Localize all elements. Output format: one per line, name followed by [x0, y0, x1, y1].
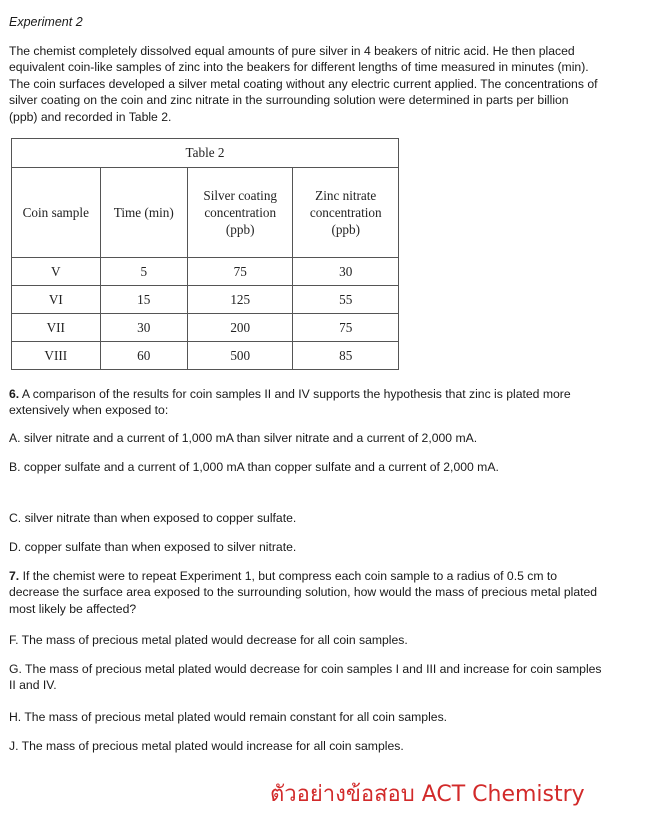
cell-coin-sample: VII: [12, 314, 101, 342]
header-time: Time (min): [100, 168, 187, 258]
table-caption: Table 2: [12, 139, 399, 168]
experiment-title: Experiment 2: [9, 15, 83, 29]
cell-silver: 125: [187, 286, 293, 314]
table-row: [12, 286, 399, 314]
cell-time: 60: [100, 342, 187, 370]
question-7-text: If the chemist were to repeat Experiment 1, but compress each coin sample to a radius of 0.5 cm to decrease the surface area exposed to the surrounding solution, how would the mass of precious metal plated most likely be affected?: [9, 569, 598, 616]
watermark-text: ตัวอย่างข้อสอบ ACT Chemistry: [270, 782, 585, 807]
question-7: [9, 568, 609, 617]
intro-paragraph: The chemist completely dissolved equal amounts of pure silver in 4 beakers of nitric acid. He then placed equivalent coin-like samples of zinc into the beakers for different lengths of time measured in minutes (min). The coin surfaces developed a silver metal coating without any electric current applied. The concentrations of silver coating on the coin and zinc nitrate in the surrounding solution were determined in parts per billion (ppb) and recorded in Table 2.: [9, 44, 598, 124]
option-c: C. silver nitrate than when exposed to copper sulfate.: [9, 511, 297, 525]
cell-coin-sample: VI: [12, 286, 101, 314]
option-d: D. copper sulfate than when exposed to silver nitrate.: [9, 540, 297, 554]
cell-coin-sample: VIII: [12, 342, 101, 370]
table-row: [12, 342, 399, 370]
cell-silver: 200: [187, 314, 293, 342]
table-row: [12, 314, 399, 342]
header-silver-coating: Silver coating concentration (ppb): [187, 168, 293, 258]
question-7-number: 7.: [9, 569, 20, 583]
table-row: [12, 258, 399, 286]
option-j: J. The mass of precious metal plated would increase for all coin samples.: [9, 739, 404, 753]
option-a: A. silver nitrate and a current of 1,000 mA than silver nitrate and a current of 2,000 mA.: [9, 431, 478, 445]
cell-time: 15: [100, 286, 187, 314]
question-6: [9, 386, 609, 419]
cell-silver: 500: [187, 342, 293, 370]
cell-silver: 75: [187, 258, 293, 286]
cell-zinc: 85: [293, 342, 399, 370]
option-b: B. copper sulfate and a current of 1,000 mA than copper sulfate and a current of 2,000 mA.: [9, 460, 499, 474]
cell-zinc: 75: [293, 314, 399, 342]
data-table: [11, 138, 399, 370]
header-zinc-nitrate: Zinc nitrate concentration (ppb): [293, 168, 399, 258]
header-coin-sample: Coin sample: [12, 168, 101, 258]
option-f: F. The mass of precious metal plated would decrease for all coin samples.: [9, 633, 408, 647]
cell-zinc: 55: [293, 286, 399, 314]
question-6-number: 6.: [9, 387, 20, 401]
question-6-text: A comparison of the results for coin samples II and IV supports the hypothesis that zinc is plated more extensively when exposed to:: [9, 387, 571, 418]
option-g: G. The mass of precious metal plated would decrease for coin samples I and III and increase for coin samples II and IV.: [9, 662, 602, 693]
cell-zinc: 30: [293, 258, 399, 286]
cell-coin-sample: V: [12, 258, 101, 286]
cell-time: 30: [100, 314, 187, 342]
option-h: H. The mass of precious metal plated would remain constant for all coin samples.: [9, 710, 448, 724]
cell-time: 5: [100, 258, 187, 286]
